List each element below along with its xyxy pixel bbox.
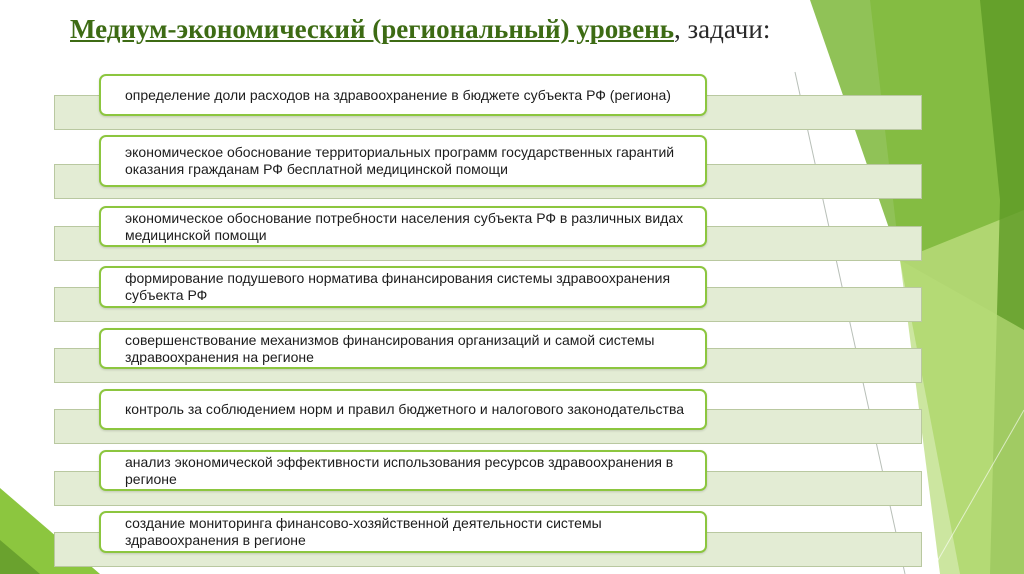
page-title (70, 14, 770, 45)
task-row (0, 389, 1024, 451)
task-box (99, 450, 707, 491)
task-text: анализ экономической эффективности использования ресурсов здравоохранения в регионе (125, 453, 674, 487)
task-row (0, 450, 1024, 512)
task-text: контроль за соблюдением норм и правил бюджетного и налогового законодательства (125, 401, 685, 417)
task-box (99, 206, 707, 247)
task-box (99, 511, 707, 553)
task-text: экономическое обоснование потребности населения субъекта РФ в различных видах медицинской помощи (125, 209, 684, 243)
task-box (99, 74, 707, 116)
task-box (99, 328, 707, 369)
title-rest: , задачи: (674, 14, 771, 44)
task-box (99, 266, 707, 308)
task-row (0, 206, 1024, 268)
task-text: создание мониторинга финансово-хозяйственной деятельности системы здравоохранения в регионе (125, 515, 602, 548)
task-box (99, 135, 707, 187)
task-row (0, 74, 1024, 136)
task-row (0, 135, 1024, 197)
task-box (99, 389, 707, 430)
task-row (0, 511, 1024, 573)
task-text: формирование подушевого норматива финансирования системы здравоохранения субъекта РФ (125, 270, 671, 303)
task-text: совершенствование механизмов финансирования организаций и самой системы здравоохранения на регионе (125, 331, 655, 365)
task-text: определение доли расходов на здравоохранение в бюджете субъекта РФ (региона) (125, 86, 671, 103)
title-main: Медиум-экономический (региональный) уровень (70, 14, 675, 44)
task-text: экономическое обоснование территориальных программ государственных гарантий оказания гражданам РФ бесплатной медицинской помощи (125, 144, 675, 177)
task-row (0, 266, 1024, 328)
task-row (0, 328, 1024, 390)
